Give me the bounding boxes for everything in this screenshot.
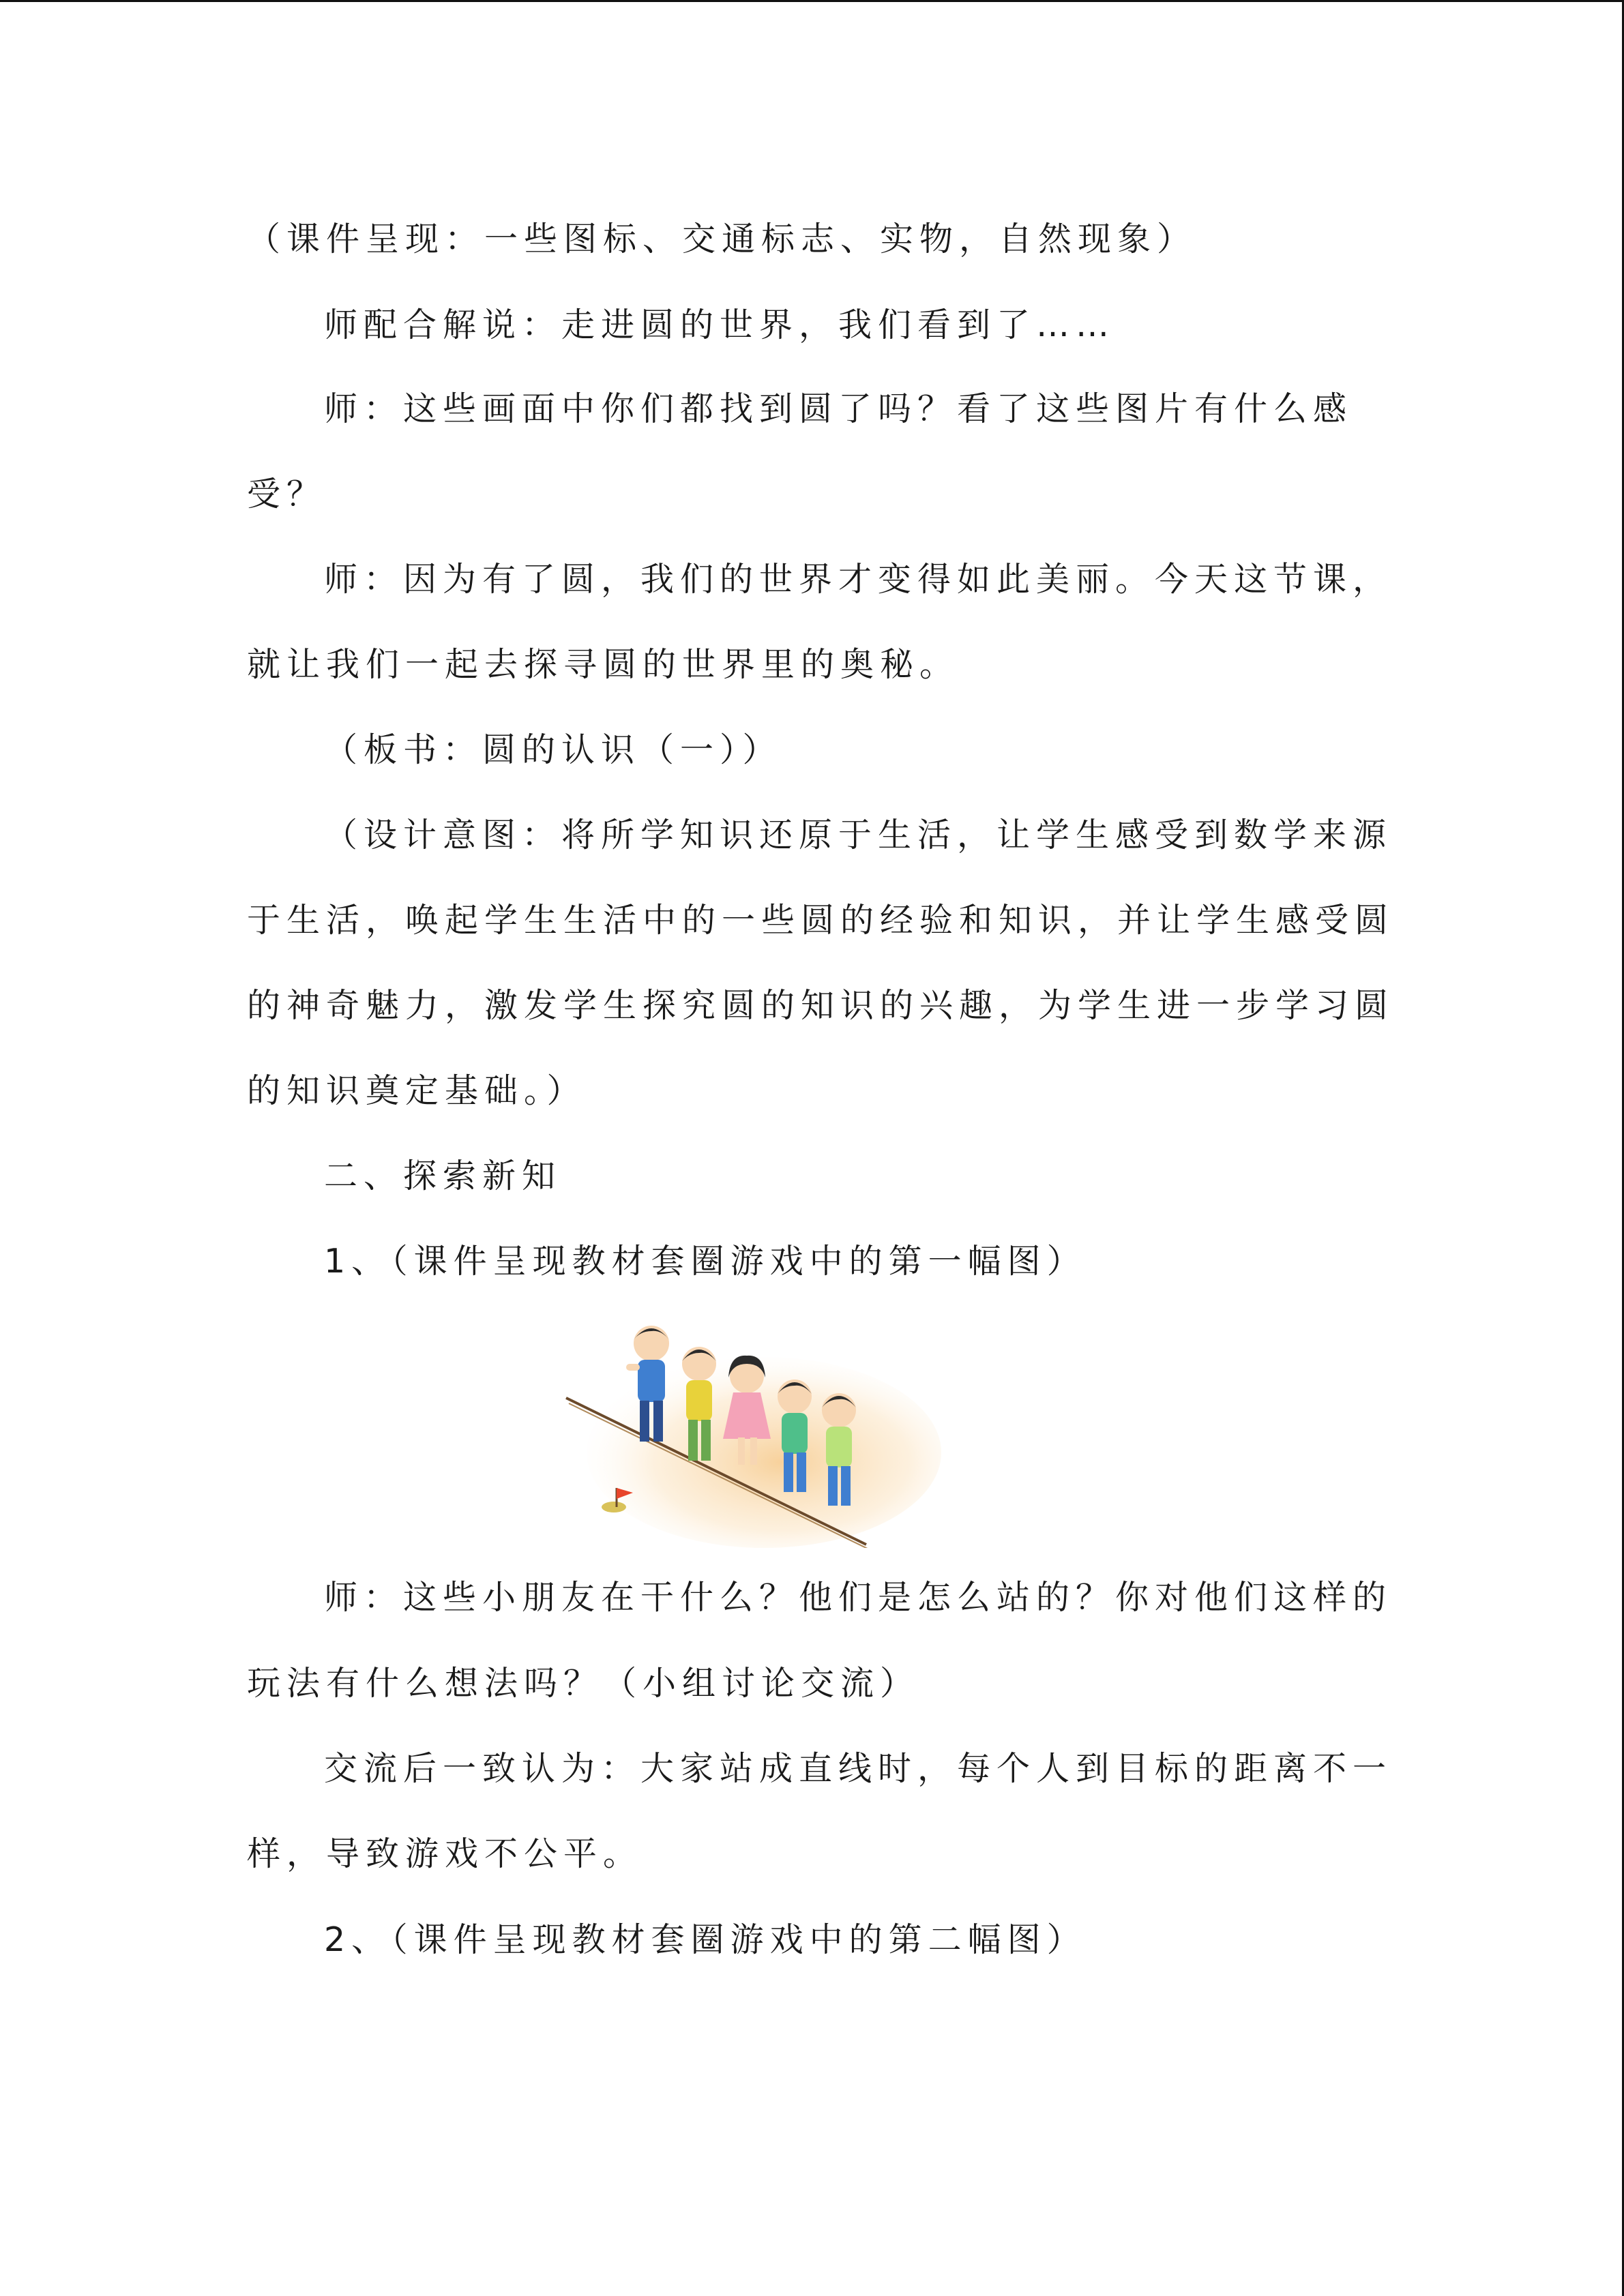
paragraph-line: 交流后一致认为：大家站成直线时，每个人到目标的距离不一	[324, 1749, 1393, 1788]
paragraph-line: 样，导致游戏不公平。	[247, 1834, 643, 1873]
paragraph-line: 师：这些小朋友在干什么？他们是怎么站的？你对他们这样的	[324, 1578, 1393, 1617]
paragraph-line: 师：这些画面中你们都找到圆了吗？看了这些图片有什么感	[324, 389, 1353, 428]
paragraph-line: 师：因为有了圆，我们的世界才变得如此美丽。今天这节课，	[324, 560, 1393, 599]
paragraph-line: 于生活，唤起学生生活中的一些圆的经验和知识，并让学生感受圆	[247, 901, 1395, 940]
paragraph-line: 的知识奠定基础。）	[247, 1071, 587, 1110]
paragraph-line: 受？	[247, 475, 327, 513]
board-writing-line: （板书：圆的认识（一））	[324, 730, 782, 769]
paragraph-line: 玩法有什么想法吗？（小组讨论交流）	[247, 1664, 920, 1703]
paragraph-line: （设计意图：将所学知识还原于生活，让学生感受到数学来源	[324, 816, 1393, 854]
paragraph-line: （课件呈现：一些图标、交通标志、实物，自然现象）	[247, 220, 1197, 258]
paragraph-line: 的神奇魅力，激发学生探究圆的知识的兴趣，为学生进一步学习圆	[247, 986, 1395, 1025]
paragraph-line: 就让我们一起去探寻圆的世界里的奥秘。	[247, 645, 960, 684]
page-top-border	[0, 0, 1624, 2]
paragraph-line: 2、（课件呈现教材套圈游戏中的第二幅图）	[324, 1920, 1087, 1959]
section-heading: 二、探索新知	[324, 1157, 562, 1195]
paragraph-line: 师配合解说：走进圆的世界，我们看到了……	[324, 305, 1116, 344]
paragraph-line: 1、（课件呈现教材套圈游戏中的第一幅图）	[324, 1242, 1087, 1281]
ring-toss-illustration	[559, 1316, 941, 1548]
